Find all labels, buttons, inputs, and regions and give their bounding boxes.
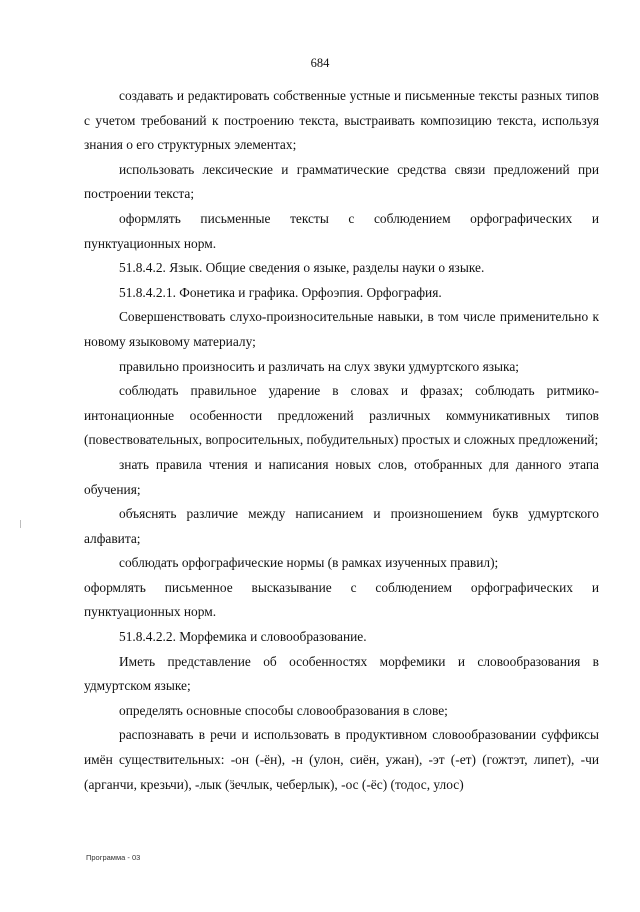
paragraph: соблюдать правильное ударение в словах и фразах; соблюдать ритмико-интонационные особенности предложений различных коммуникативных типов (повествовательных, вопросительных, побудительных) простых и сложных предложений; [84,383,599,448]
paragraph: оформлять письменное высказывание с соблюдением орфографических и пунктуационных норм. [84,579,599,620]
paragraph: распознавать в речи и использовать в продуктивном словообразовании суффиксы имён существительных: -он (-ён), -н (улон, сиён, ужан), -эт (-ет) (гожтэт, липет), -чи (арганчи, крезьчи), -лык (ӟечлык, чеберлык), -ос (-ёс) (тодос, улос) [84,727,599,792]
paragraph: соблюдать орфографические нормы (в рамках изученных правил); [119,555,499,571]
paragraph: оформлять письменные тексты с соблюдением орфографических и пунктуационных норм. [84,210,599,251]
body-text [84,84,599,797]
paragraph: использовать лексические и грамматические средства связи предложений при построении текста; [84,161,599,202]
paragraph: правильно произносить и различать на слух звуки удмуртского языка; [119,358,519,374]
paragraph: Совершенствовать слухо-произносительные навыки, в том числе применительно к новому языковому материалу; [84,309,599,349]
section-heading: 51.8.4.2. Язык. Общие сведения о языке, разделы науки о языке. [119,260,485,276]
subsection-heading: 51.8.4.2.2. Морфемика и словообразование. [119,629,367,645]
paragraph: создавать и редактировать собственные устные и письменные тексты разных типов с учетом требований к построению текста, выстраивать композицию текста, используя знания о его структурных элементах; [84,88,599,153]
footer-label: Программа - 03 [86,853,141,862]
paragraph: Иметь представление об особенностях морфемики и словообразования в удмуртском языке; [84,653,599,694]
page-number: 684 [310,56,330,70]
paragraph: определять основные способы словообразования в слове; [119,702,448,718]
paragraph: объяснять различие между написанием и произношением букв удмуртского алфавита; [84,506,599,546]
paragraph: знать правила чтения и написания новых слов, отобранных для данного этапа обучения; [84,456,599,497]
subsection-heading: 51.8.4.2.1. Фонетика и графика. Орфоэпия. Орфография. [119,284,442,300]
scan-mark [20,520,21,528]
